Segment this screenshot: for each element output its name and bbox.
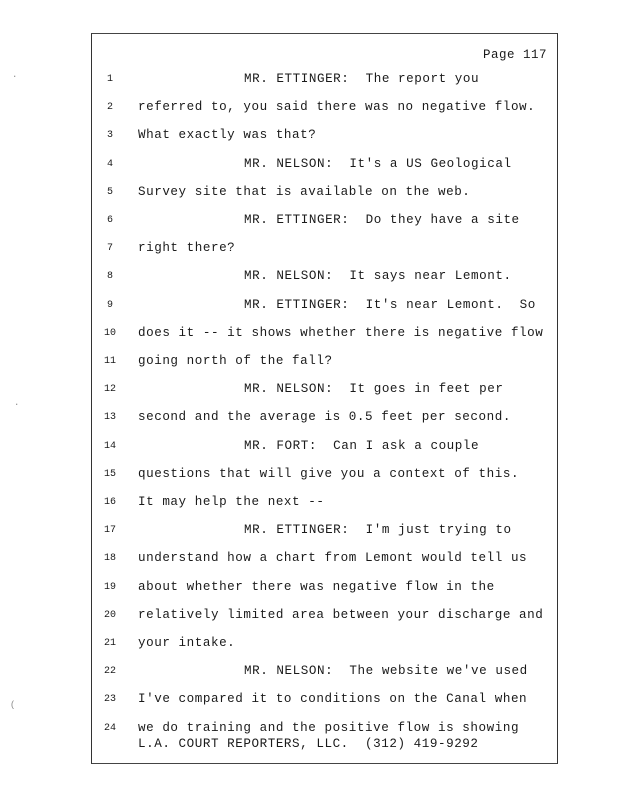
line-number: 20	[103, 609, 116, 621]
transcript-line: MR. ETTINGER: Do they have a site	[244, 213, 520, 227]
transcript-line: MR. NELSON: It's a US Geological	[244, 156, 512, 171]
transcript-line: relatively limited area between your discharge and	[138, 607, 544, 622]
line-number: 18	[103, 553, 116, 565]
court-reporter-footer: L.A. COURT REPORTERS, LLC. (312) 419-9292	[138, 737, 479, 751]
scan-speck: ·	[12, 72, 18, 82]
transcript-line: right there?	[138, 241, 236, 256]
transcript-line: referred to, you said there was no negative flow.	[138, 100, 536, 115]
transcript-line: It may help the next --	[138, 495, 325, 509]
transcript-line: MR. ETTINGER: It's near Lemont. So	[244, 297, 536, 312]
line-number: 21	[103, 638, 116, 649]
transcript-line: second and the average is 0.5 feet per second.	[138, 410, 511, 425]
transcript-line: your intake.	[138, 636, 236, 650]
line-number: 14	[103, 440, 116, 452]
transcript-page	[91, 33, 558, 764]
line-number: 17	[103, 525, 116, 537]
line-number: 6	[106, 215, 113, 226]
transcript-line: does it -- it shows whether there is negative flow	[138, 325, 544, 340]
transcript-line: What exactly was that?	[138, 128, 317, 143]
transcript-line: MR. NELSON: It says near Lemont.	[244, 269, 512, 284]
line-number: 8	[106, 271, 113, 283]
transcript-line: MR. NELSON: The website we've used	[244, 664, 528, 679]
transcript-line: about whether there was negative flow in the	[138, 579, 495, 594]
transcript-line: questions that will give you a context of this.	[138, 466, 520, 481]
line-number: 10	[103, 327, 116, 339]
line-number: 15	[103, 468, 116, 480]
line-number: 4	[106, 158, 113, 170]
transcript-line: MR. FORT: Can I ask a couple	[244, 438, 480, 453]
line-number: 11	[103, 356, 116, 367]
line-number: 22	[103, 666, 116, 678]
transcript-line: we do training and the positive flow is showing	[138, 720, 520, 735]
transcript-line: Survey site that is available on the web.	[138, 184, 471, 199]
line-number: 12	[103, 384, 116, 396]
transcript-line: MR. NELSON: It goes in feet per	[244, 382, 504, 397]
transcript-line: understand how a chart from Lemont would tell us	[138, 551, 528, 566]
line-number: 19	[103, 581, 116, 593]
transcript-line: I've compared it to conditions on the Canal when	[138, 692, 528, 707]
line-number: 3	[106, 130, 113, 142]
transcript-line: going north of the fall?	[138, 354, 333, 368]
scan-speck: (	[10, 700, 16, 710]
page-number: Page 117	[482, 48, 547, 62]
line-number: 13	[103, 412, 116, 424]
line-number: 1	[106, 74, 113, 85]
line-number: 16	[103, 497, 116, 508]
line-number: 2	[106, 102, 113, 114]
line-number: 7	[106, 243, 113, 255]
line-number: 24	[103, 722, 116, 734]
line-number: 5	[106, 186, 113, 198]
line-number: 9	[106, 299, 113, 311]
scan-speck: ·	[14, 400, 20, 410]
transcript-line: MR. ETTINGER: The report you	[244, 72, 480, 86]
transcript-line: MR. ETTINGER: I'm just trying to	[244, 523, 512, 538]
line-number: 23	[103, 694, 116, 706]
